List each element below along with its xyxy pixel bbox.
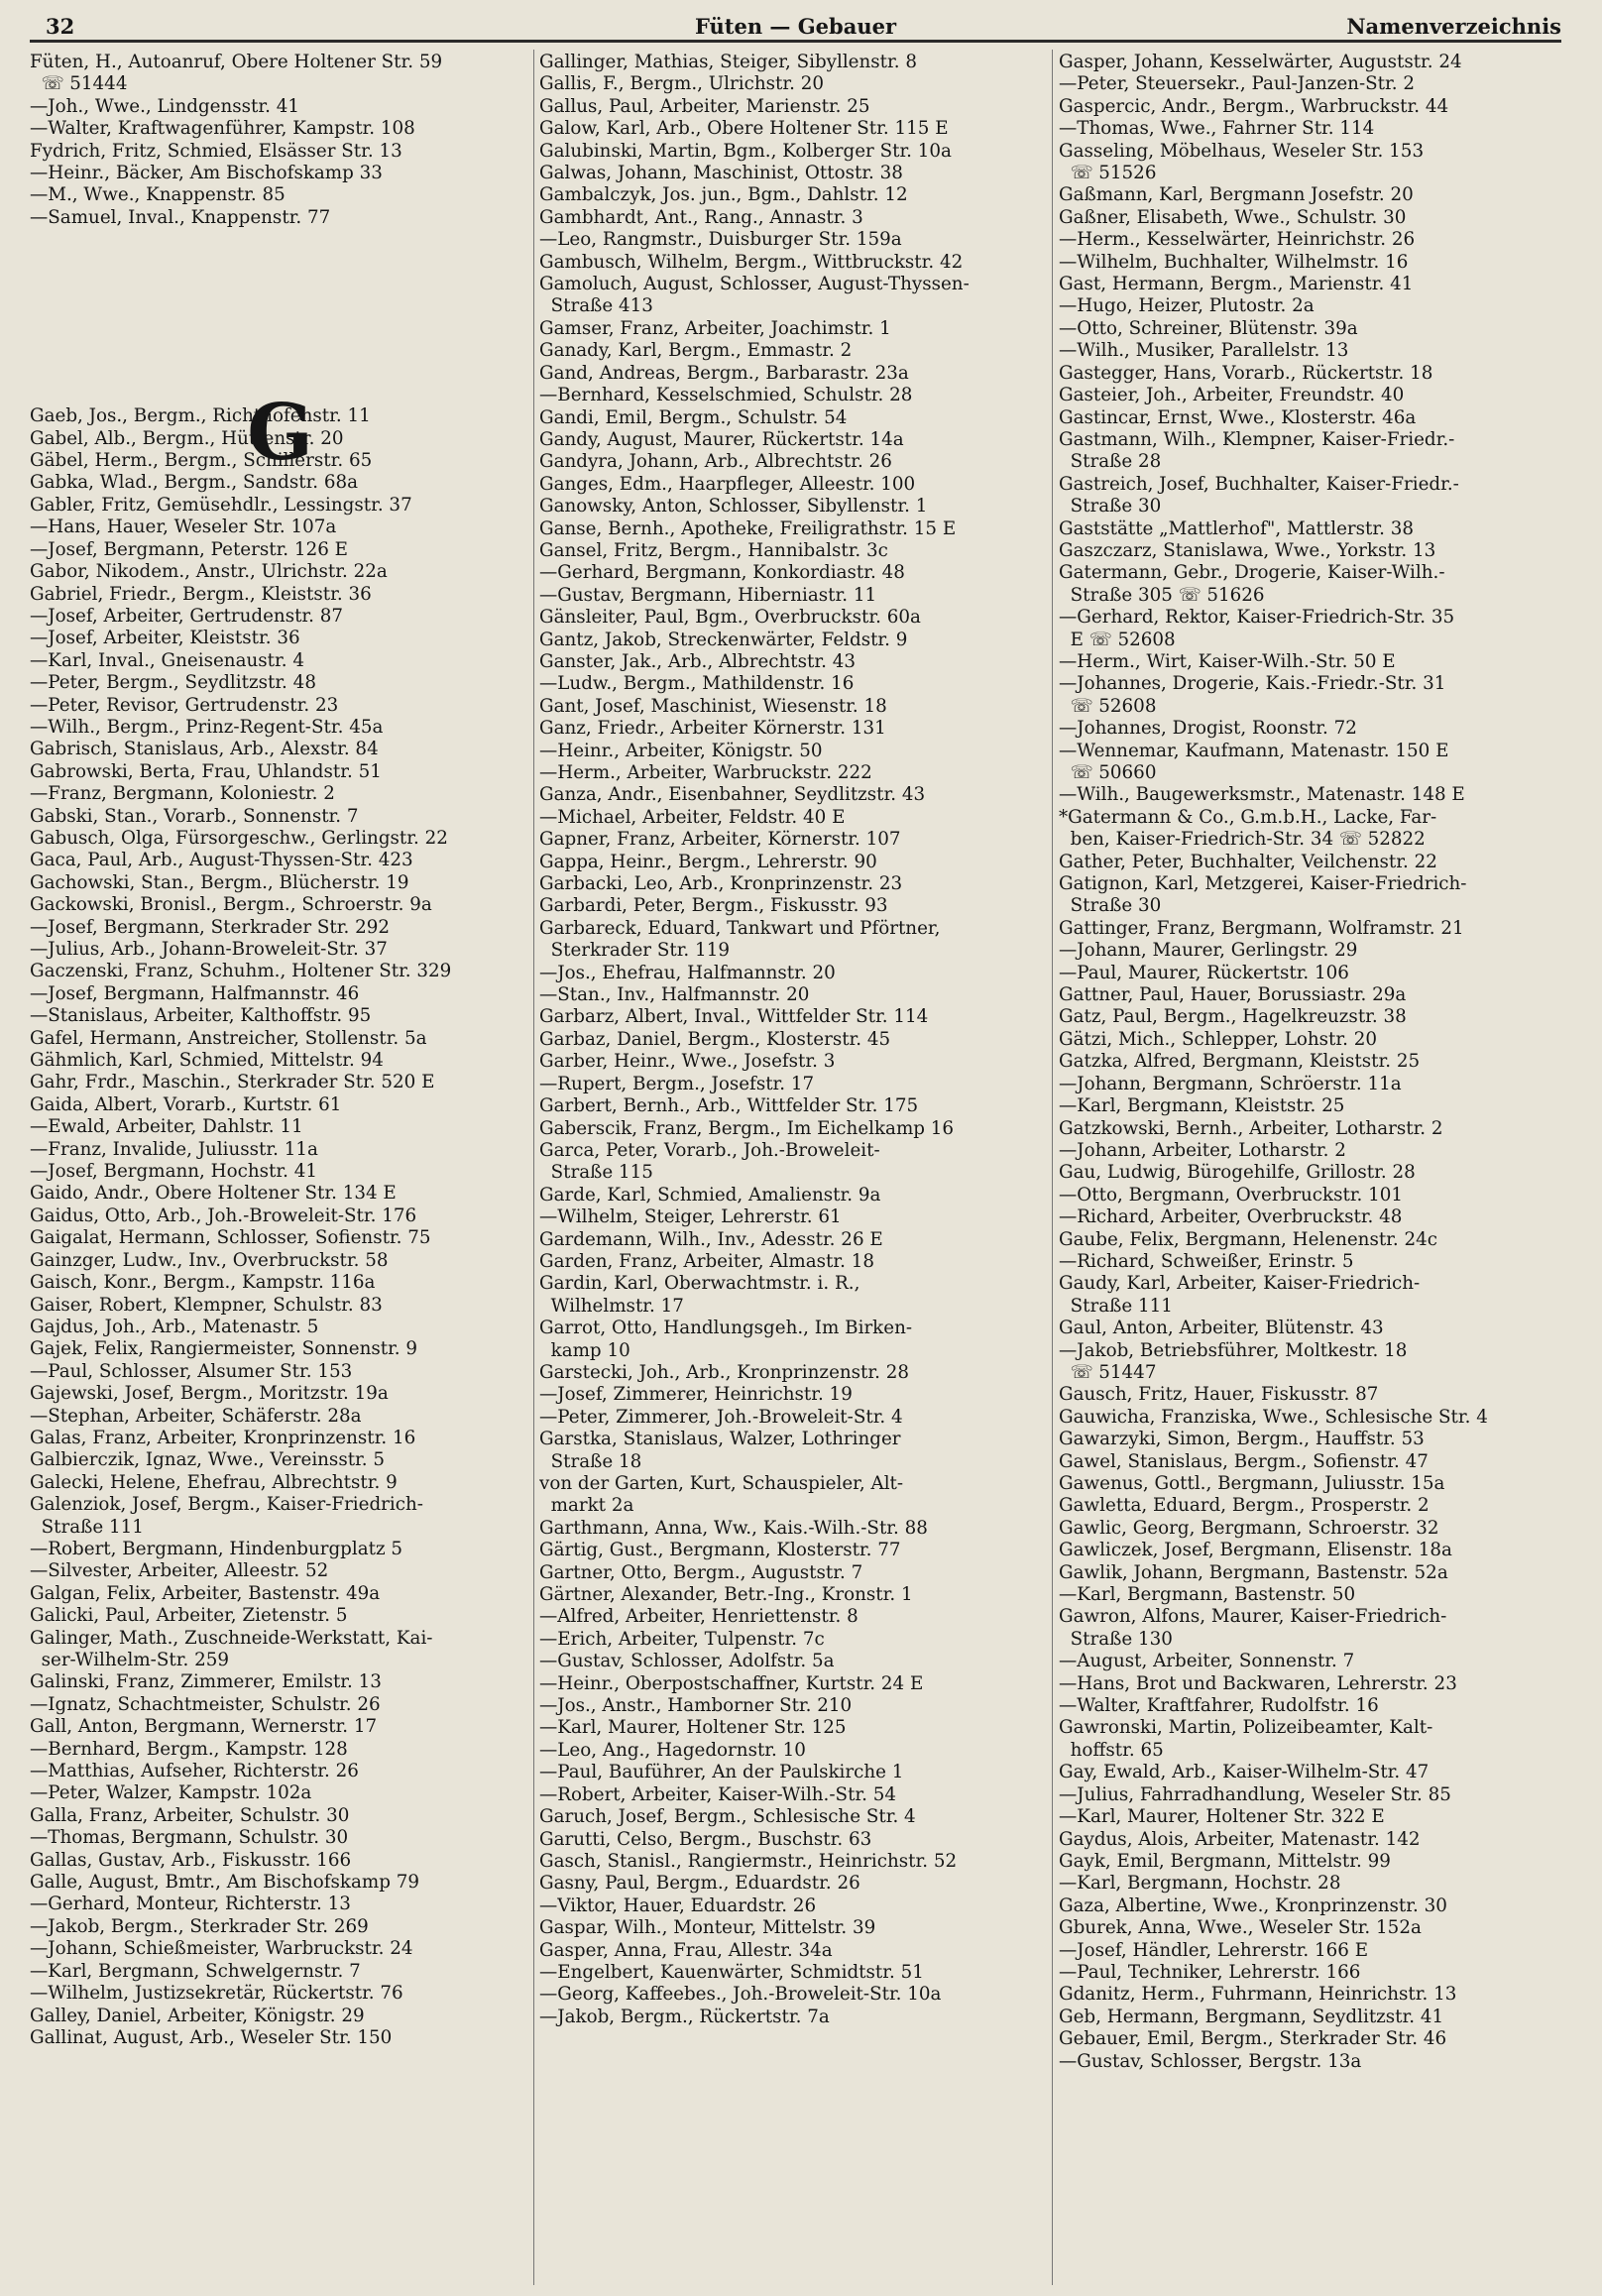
directory-entry: —Heinr., Arbeiter, Königstr. 50: [539, 740, 823, 761]
directory-entry: Gallis, F., Bergm., Ulrichstr. 20: [539, 73, 824, 95]
directory-entry: Gasny, Paul, Bergm., Eduardstr. 26: [539, 1873, 860, 1894]
directory-entry: Gburek, Anna, Wwe., Weseler Str. 152a: [1059, 1917, 1422, 1939]
directory-entry: Gappa, Heinr., Bergm., Lehrerstr. 90: [539, 851, 877, 872]
directory-entry: Gabel, Alb., Bergm., Hüttenstr. 20: [30, 427, 344, 449]
directory-entry: Gardemann, Wilh., Inv., Adesstr. 26 E: [539, 1228, 883, 1250]
directory-entry: ☏ 51444: [30, 73, 128, 95]
directory-entry: —Josef, Arbeiter, Kleiststr. 36: [30, 628, 300, 649]
directory-entry: —Hans, Hauer, Weseler Str. 107a: [30, 517, 337, 538]
column-3: [1059, 52, 1559, 2282]
directory-entry: —Wennemar, Kaufmann, Matenastr. 150 E: [1059, 740, 1449, 761]
directory-entry: Garstka, Stanislaus, Walzer, Lothringer: [539, 1429, 901, 1450]
directory-entry: —Wilhelm, Steiger, Lehrerstr. 61: [539, 1206, 842, 1228]
directory-entry: Gastmann, Wilh., Klempner, Kaiser-Friedr.-: [1059, 428, 1455, 450]
directory-entry: —Heinr., Oberpostschaffner, Kurtstr. 24 E: [539, 1672, 924, 1694]
directory-entry: hoffstr. 65: [1059, 1739, 1164, 1761]
directory-entry: —Josef, Arbeiter, Gertrudenstr. 87: [30, 605, 344, 627]
directory-entry: Ganster, Jak., Arb., Albrechtstr. 43: [539, 650, 857, 672]
directory-entry: —Gerhard, Monteur, Richterstr. 13: [30, 1894, 351, 1915]
directory-entry: —Hans, Brot und Backwaren, Lehrerstr. 23: [1059, 1672, 1457, 1694]
directory-entry: —Franz, Invalide, Juliusstr. 11a: [30, 1138, 318, 1160]
directory-entry: Gast, Hermann, Bergm., Marienstr. 41: [1059, 274, 1414, 295]
directory-entry: Gabrisch, Stanislaus, Arb., Alexstr. 84: [30, 739, 379, 760]
directory-entry: —Josef, Bergmann, Sterkrader Str. 292: [30, 916, 390, 938]
directory-entry: —Karl, Inval., Gneisenaustr. 4: [30, 649, 304, 671]
directory-entry: —Karl, Bergmann, Bastenstr. 50: [1059, 1584, 1356, 1606]
directory-entry: Gdanitz, Herm., Fuhrmann, Heinrichstr. 13: [1059, 1984, 1457, 2006]
directory-entry: —Wilh., Musiker, Parallelstr. 13: [1059, 340, 1349, 362]
directory-entry: Gawlic, Georg, Bergmann, Schroerstr. 32: [1059, 1517, 1439, 1539]
directory-entry: Gajdus, Joh., Arb., Matenastr. 5: [30, 1316, 319, 1337]
directory-entry: Gatzkowski, Bernh., Arbeiter, Lotharstr. 2: [1059, 1117, 1443, 1139]
directory-entry: —Herm., Wirt, Kaiser-Wilh.-Str. 50 E: [1059, 650, 1396, 672]
directory-entry: Gant, Josef, Maschinist, Wiesenstr. 18: [539, 695, 887, 717]
directory-entry: Gay, Ewald, Arb., Kaiser-Wilhelm-Str. 47: [1059, 1762, 1430, 1783]
directory-entry: Garthmann, Anna, Ww., Kais.-Wilh.-Str. 88: [539, 1517, 928, 1539]
directory-entry: Gamoluch, August, Schlosser, August-Thyssen-: [539, 274, 970, 295]
directory-entry: —Julius, Arb., Johann-Broweleit-Str. 37: [30, 939, 388, 960]
column-2: [539, 52, 1040, 2282]
directory-entry: Gaeb, Jos., Bergm., Richthofenstr. 11: [30, 405, 371, 427]
directory-entry: Straße 130: [1059, 1628, 1173, 1650]
directory-entry: —Jos., Anstr., Hamborner Str. 210: [539, 1695, 853, 1717]
directory-entry: —Josef, Bergmann, Hochstr. 41: [30, 1161, 317, 1183]
directory-entry: Gansel, Fritz, Bergm., Hannibalstr. 3c: [539, 539, 888, 561]
directory-entry: Galenziok, Josef, Bergm., Kaiser-Friedrich-: [30, 1494, 423, 1516]
directory-entry: Garden, Franz, Arbeiter, Almastr. 18: [539, 1250, 874, 1272]
directory-entry: Gattinger, Franz, Bergmann, Wolframstr. 21: [1059, 917, 1464, 939]
directory-entry: Garbarz, Albert, Inval., Wittfelder Str. 114: [539, 1006, 929, 1028]
directory-entry: Galubinski, Martin, Bgm., Kolberger Str. 10a: [539, 140, 952, 162]
directory-entry: Ganz, Friedr., Arbeiter Körnerstr. 131: [539, 718, 886, 740]
directory-entry: Gawarzyki, Simon, Bergm., Hauffstr. 53: [1059, 1429, 1425, 1450]
directory-entry: Garuch, Josef, Bergm., Schlesische Str. 4: [539, 1806, 916, 1828]
directory-entry: Gallus, Paul, Arbeiter, Marienstr. 25: [539, 95, 870, 117]
directory-entry: —Karl, Bergmann, Schwelgernstr. 7: [30, 1960, 361, 1982]
directory-entry: Gand, Andreas, Bergm., Barbarastr. 23a: [539, 362, 909, 384]
directory-entry: Garbert, Bernh., Arb., Wittfelder Str. 175: [539, 1095, 919, 1117]
directory-entry: —Bernhard, Bergm., Kampstr. 128: [30, 1738, 348, 1760]
directory-entry: Gambusch, Wilhelm, Bergm., Wittbruckstr. 42: [539, 251, 964, 273]
directory-entry: Galwas, Johann, Maschinist, Ottostr. 38: [539, 163, 903, 184]
directory-entry: Gastegger, Hans, Vorarb., Rückertstr. 18: [1059, 362, 1433, 384]
directory-entry: Gasper, Johann, Kesselwärter, Auguststr. 24: [1059, 52, 1462, 72]
directory-entry: Gätzi, Mich., Schlepper, Lohstr. 20: [1059, 1028, 1378, 1050]
directory-entry: Garstecki, Joh., Arb., Kronprinzenstr. 28: [539, 1361, 909, 1383]
directory-entry: Gallas, Gustav, Arb., Fiskusstr. 166: [30, 1849, 352, 1871]
directory-entry: —Richard, Schweißer, Erinstr. 5: [1059, 1250, 1354, 1272]
directory-entry: Gather, Peter, Buchhalter, Veilchenstr. 22: [1059, 851, 1437, 872]
directory-entry: —Josef, Bergmann, Peterstr. 126 E: [30, 538, 348, 560]
directory-entry: —Johann, Arbeiter, Lotharstr. 2: [1059, 1139, 1346, 1161]
directory-entry: —Rupert, Bergm., Josefstr. 17: [539, 1073, 815, 1094]
directory-entry: —Joh., Wwe., Lindgensstr. 41: [30, 95, 299, 117]
directory-entry: —Engelbert, Kauenwärter, Schmidtstr. 51: [539, 1961, 924, 1983]
directory-entry: Galgan, Felix, Arbeiter, Bastenstr. 49a: [30, 1582, 381, 1604]
directory-entry: Gatignon, Karl, Metzgerei, Kaiser-Friedrich-: [1059, 873, 1467, 895]
directory-entry: Gastincar, Ernst, Wwe., Klosterstr. 46a: [1059, 406, 1417, 428]
directory-entry: Galle, August, Bmtr., Am Bischofskamp 79: [30, 1872, 419, 1894]
page-number: 32: [46, 14, 75, 39]
directory-entry: —Walter, Kraftfahrer, Rudolfstr. 16: [1059, 1695, 1379, 1717]
directory-entry: Galecki, Helene, Ehefrau, Albrechtstr. 9: [30, 1471, 398, 1493]
directory-entry: Garber, Heinr., Wwe., Josefstr. 3: [539, 1051, 836, 1073]
directory-entry: Gambalczyk, Jos. jun., Bgm., Dahlstr. 12: [539, 184, 908, 206]
directory-entry: —Wilhelm, Justizsekretär, Rückertstr. 76: [30, 1983, 403, 2005]
directory-entry: Gärtig, Gust., Bergmann, Klosterstr. 77: [539, 1540, 901, 1561]
directory-entry: ben, Kaiser-Friedrich-Str. 34 ☏ 52822: [1059, 829, 1426, 851]
directory-entry: —Matthias, Aufseher, Richterstr. 26: [30, 1761, 359, 1782]
directory-entry: Gackowski, Bronisl., Bergm., Schroerstr. 9a: [30, 894, 432, 916]
directory-entry: Garrot, Otto, Handlungsgeh., Im Birken-: [539, 1318, 913, 1339]
directory-entry: —Silvester, Arbeiter, Alleestr. 52: [30, 1560, 329, 1582]
directory-entry: —Otto, Schreiner, Blütenstr. 39a: [1059, 317, 1358, 339]
directory-entry: Gatermann, Gebr., Drogerie, Kaiser-Wilh.-: [1059, 562, 1445, 584]
directory-entry: Gajek, Felix, Rangiermeister, Sonnenstr. 9: [30, 1338, 418, 1360]
directory-entry: Gaisch, Konr., Bergm., Kampstr. 116a: [30, 1272, 376, 1294]
directory-entry: —Michael, Arbeiter, Feldstr. 40 E: [539, 806, 846, 828]
directory-entry: Gastreich, Josef, Buchhalter, Kaiser-Friedr.-: [1059, 473, 1459, 495]
directory-entry: Gawletta, Eduard, Bergm., Prosperstr. 2: [1059, 1495, 1430, 1517]
directory-entry: Garca, Peter, Vorarb., Joh.-Broweleit-: [539, 1139, 880, 1161]
directory-entry: Gaidus, Otto, Arb., Joh.-Broweleit-Str. 176: [30, 1205, 417, 1226]
directory-entry: Gauwicha, Franziska, Wwe., Schlesische Str. 4: [1059, 1406, 1488, 1428]
directory-entry: —Jos., Ehefrau, Halfmannstr. 20: [539, 962, 836, 983]
directory-entry: —Wilh., Bergm., Prinz-Regent-Str. 45a: [30, 716, 384, 738]
directory-entry: —Karl, Bergmann, Hochstr. 28: [1059, 1873, 1341, 1894]
directory-entry: Gabor, Nikodem., Anstr., Ulrichstr. 22a: [30, 561, 388, 583]
directory-entry: Gasseling, Möbelhaus, Weseler Str. 153: [1059, 140, 1425, 162]
directory-entry: —Leo, Rangmstr., Duisburger Str. 159a: [539, 229, 902, 251]
directory-entry: Gaszczarz, Stanislawa, Wwe., Yorkstr. 13: [1059, 539, 1436, 561]
directory-entry: —Erich, Arbeiter, Tulpenstr. 7c: [539, 1628, 825, 1650]
directory-entry: Gantz, Jakob, Streckenwärter, Feldstr. 9: [539, 629, 908, 650]
directory-entry: —Josef, Bergmann, Halfmannstr. 46: [30, 982, 360, 1004]
directory-entry: Gaßmann, Karl, Bergmann Josefstr. 20: [1059, 184, 1414, 206]
directory-entry: Fydrich, Fritz, Schmied, Elsässer Str. 13: [30, 140, 402, 162]
directory-entry: Straße 111: [1059, 1295, 1173, 1317]
directory-entry: Gachowski, Stan., Bergm., Blücherstr. 19: [30, 871, 409, 893]
directory-entry: Galinski, Franz, Zimmerer, Emilstr. 13: [30, 1671, 382, 1693]
directory-entry: Straße 28: [1059, 451, 1162, 473]
directory-entry: Gabriel, Friedr., Bergm., Kleiststr. 36: [30, 583, 372, 605]
directory-entry: —Walter, Kraftwagenführer, Kampstr. 108: [30, 118, 415, 140]
directory-entry: Gasch, Stanisl., Rangiermstr., Heinrichstr. 52: [539, 1850, 958, 1872]
directory-entry: Gawliczek, Josef, Bergmann, Elisenstr. 18a: [1059, 1540, 1452, 1561]
directory-entry: Gausch, Fritz, Hauer, Fiskusstr. 87: [1059, 1384, 1379, 1406]
directory-entry: Gaczenski, Franz, Schuhm., Holtener Str. 329: [30, 961, 452, 982]
directory-entry: —Robert, Arbeiter, Kaiser-Wilh.-Str. 54: [539, 1783, 897, 1805]
directory-entry: —Herm., Kesselwärter, Heinrichstr. 26: [1059, 229, 1416, 251]
directory-entry: —Paul, Maurer, Rückertstr. 106: [1059, 962, 1349, 983]
directory-entry: Gaspercic, Andr., Bergm., Warbruckstr. 44: [1059, 95, 1449, 117]
directory-entry: Gaido, Andr., Obere Holtener Str. 134 E: [30, 1183, 397, 1205]
directory-entry: Gasteier, Joh., Arbeiter, Freundstr. 40: [1059, 385, 1405, 406]
directory-entry: Gapner, Franz, Arbeiter, Körnerstr. 107: [539, 829, 901, 851]
directory-entry: Gajewski, Josef, Bergm., Moritzstr. 19a: [30, 1383, 389, 1405]
directory-entry: —Paul, Bauführer, An der Paulskirche 1: [539, 1762, 904, 1783]
directory-entry: Sterkrader Str. 119: [539, 940, 730, 962]
directory-entry: Gamser, Franz, Arbeiter, Joachimstr. 1: [539, 317, 891, 339]
directory-entry: Gandyra, Johann, Arb., Albrechtstr. 26: [539, 451, 892, 473]
directory-entry: —Julius, Fahrradhandlung, Weseler Str. 85: [1059, 1783, 1451, 1805]
directory-entry: —Samuel, Inval., Knappenstr. 77: [30, 206, 331, 228]
directory-entry: —Stanislaus, Arbeiter, Kalthoffstr. 95: [30, 1005, 372, 1027]
directory-entry: —Gerhard, Rektor, Kaiser-Friedrich-Str. 35: [1059, 607, 1455, 629]
directory-entry: —M., Wwe., Knappenstr. 85: [30, 184, 286, 206]
directory-entry: Gabski, Stan., Vorarb., Sonnenstr. 7: [30, 805, 359, 827]
directory-entry: Garde, Karl, Schmied, Amalienstr. 9a: [539, 1184, 881, 1205]
directory-entry: Gaube, Felix, Bergmann, Helenenstr. 24c: [1059, 1228, 1438, 1250]
directory-entry: —Thomas, Wwe., Fahrner Str. 114: [1059, 118, 1375, 140]
directory-entry: —Josef, Händler, Lehrerstr. 166 E: [1059, 1939, 1369, 1961]
directory-entry: ☏ 51447: [1059, 1361, 1157, 1383]
directory-entry: —Karl, Maurer, Holtener Str. 125: [539, 1717, 847, 1739]
directory-entry: Gainzger, Ludw., Inv., Overbruckstr. 58: [30, 1249, 389, 1271]
directory-entry: kamp 10: [539, 1339, 630, 1361]
directory-entry: Straße 111: [30, 1516, 144, 1538]
directory-entry: —Jakob, Bergm., Sterkrader Str. 269: [30, 1915, 369, 1937]
directory-entry: Gaberscik, Franz, Bergm., Im Eichelkamp 16: [539, 1117, 955, 1139]
directory-entry: E ☏ 52608: [1059, 629, 1176, 650]
directory-entry: von der Garten, Kurt, Schauspieler, Alt-: [539, 1473, 904, 1494]
directory-entry: Gall, Anton, Bergmann, Wernerstr. 17: [30, 1716, 378, 1738]
directory-entry: Ganady, Karl, Bergm., Emmastr. 2: [539, 340, 853, 362]
directory-entry: Galbierczik, Ignaz, Wwe., Vereinsstr. 5: [30, 1449, 386, 1471]
directory-entry: Gabler, Fritz, Gemüsehdlr., Lessingstr. 37: [30, 494, 412, 516]
column-divider: [1052, 50, 1053, 2285]
directory-entry: —Leo, Ang., Hagedornstr. 10: [539, 1739, 806, 1761]
directory-entry: —Gustav, Schlosser, Adolfstr. 5a: [539, 1651, 835, 1672]
directory-entry: —Johannes, Drogist, Roonstr. 72: [1059, 718, 1357, 740]
directory-entry: Galinger, Math., Zuschneide-Werkstatt, Kai-: [30, 1627, 433, 1649]
entries-g-section: [30, 405, 530, 2049]
entries-f-section: [30, 52, 530, 229]
directory-entry: Gabusch, Olga, Fürsorgeschw., Gerlingstr. 22: [30, 827, 448, 849]
directory-entry: —Jakob, Bergm., Rückertstr. 7a: [539, 2006, 830, 2027]
directory-entry: —Peter, Walzer, Kampstr. 102a: [30, 1782, 312, 1804]
directory-entry: Galicki, Paul, Arbeiter, Zietenstr. 5: [30, 1605, 348, 1627]
directory-entry: ☏ 50660: [1059, 762, 1157, 783]
directory-entry: Gaigalat, Hermann, Schlosser, Sofienstr. 75: [30, 1227, 431, 1249]
directory-entry: Gasper, Anna, Frau, Allestr. 34a: [539, 1939, 833, 1961]
directory-entry: Straße 305 ☏ 51626: [1059, 584, 1265, 606]
directory-entry: Galla, Franz, Arbeiter, Schulstr. 30: [30, 1804, 350, 1826]
directory-entry: Gaydus, Alois, Arbeiter, Matenastr. 142: [1059, 1828, 1421, 1850]
directory-entry: —Johann, Bergmann, Schröerstr. 11a: [1059, 1073, 1402, 1094]
directory-entry: Straße 30: [1059, 895, 1162, 917]
directory-entry: Gabrowski, Berta, Frau, Uhlandstr. 51: [30, 760, 382, 782]
directory-title: Namenverzeichnis: [1346, 14, 1561, 39]
directory-entry: Gawronski, Martin, Polizeibeamter, Kalt-: [1059, 1717, 1433, 1739]
directory-entry: —Alfred, Arbeiter, Henriettenstr. 8: [539, 1606, 858, 1628]
directory-entry: —Richard, Arbeiter, Overbruckstr. 48: [1059, 1206, 1403, 1228]
directory-entry: Gaudy, Karl, Arbeiter, Kaiser-Friedrich-: [1059, 1273, 1421, 1295]
directory-entry: Gawlik, Johann, Bergmann, Bastenstr. 52a: [1059, 1561, 1448, 1583]
directory-entry: —Georg, Kaffeebes., Joh.-Broweleit-Str. 10a: [539, 1984, 942, 2006]
directory-entry: Gänsleiter, Paul, Bgm., Overbruckstr. 60a: [539, 607, 921, 629]
section-letter: G: [247, 388, 313, 479]
directory-entry: —Gustav, Schlosser, Bergstr. 13a: [1059, 2050, 1362, 2072]
directory-entry: Gartner, Otto, Bergm., Auguststr. 7: [539, 1561, 863, 1583]
directory-entry: —Paul, Schlosser, Alsumer Str. 153: [30, 1360, 353, 1382]
directory-entry: —Hugo, Heizer, Plutostr. 2a: [1059, 295, 1315, 317]
directory-entry: —Wilh., Baugewerksmstr., Matenastr. 148 E: [1059, 784, 1465, 806]
directory-entry: —Johann, Schießmeister, Warbruckstr. 24: [30, 1938, 413, 1960]
directory-entry: Gatz, Paul, Bergm., Hagelkreuzstr. 38: [1059, 1006, 1407, 1028]
directory-entry: Gaca, Paul, Arb., August-Thyssen-Str. 423: [30, 850, 413, 871]
directory-entry: —Franz, Bergmann, Koloniestr. 2: [30, 783, 335, 805]
directory-entry: Garbaz, Daniel, Bergm., Klosterstr. 45: [539, 1028, 891, 1050]
directory-entry: Gambhardt, Ant., Rang., Annastr. 3: [539, 206, 863, 228]
directory-entry: —Stephan, Arbeiter, Schäferstr. 28a: [30, 1405, 362, 1427]
directory-entry: Gawenus, Gottl., Bergmann, Juliusstr. 15a: [1059, 1473, 1445, 1494]
directory-entry: —Gerhard, Bergmann, Konkordiastr. 48: [539, 562, 905, 584]
directory-entry: Gaul, Anton, Arbeiter, Blütenstr. 43: [1059, 1318, 1384, 1339]
directory-entry: Ganges, Edm., Haarpfleger, Alleestr. 100: [539, 473, 916, 495]
directory-entry: Gabka, Wlad., Bergm., Sandstr. 68a: [30, 472, 359, 494]
directory-entry: Ganse, Bernh., Apotheke, Freiligrathstr. 15 E: [539, 517, 957, 539]
directory-entry: Ganowsky, Anton, Schlosser, Sibyllenstr. 1: [539, 496, 928, 517]
directory-entry: Gaiser, Robert, Klempner, Schulstr. 83: [30, 1294, 383, 1316]
directory-entry: —Karl, Bergmann, Kleiststr. 25: [1059, 1095, 1345, 1117]
directory-entry: —Wilhelm, Buchhalter, Wilhelmstr. 16: [1059, 251, 1409, 273]
directory-entry: *Gatermann & Co., G.m.b.H., Lacke, Far-: [1059, 806, 1437, 828]
directory-entry: —Stan., Inv., Halfmannstr. 20: [539, 984, 810, 1006]
directory-entry: —Ewald, Arbeiter, Dahlstr. 11: [30, 1116, 303, 1138]
directory-entry: Gafel, Hermann, Anstreicher, Stollenstr. 5a: [30, 1027, 427, 1049]
directory-entry: Gallinger, Mathias, Steiger, Sibyllenstr. 8: [539, 52, 917, 72]
directory-entry: Gardin, Karl, Oberwachtmstr. i. R.,: [539, 1273, 860, 1295]
page-header: [30, 6, 1561, 43]
directory-entry: Garutti, Celso, Bergm., Buschstr. 63: [539, 1828, 872, 1850]
directory-entry: —Peter, Zimmerer, Joh.-Broweleit-Str. 4: [539, 1406, 903, 1428]
directory-entry: Gaza, Albertine, Wwe., Kronprinzenstr. 30: [1059, 1894, 1447, 1916]
directory-entry: —Herm., Arbeiter, Warbruckstr. 222: [539, 762, 872, 783]
directory-entry: —Jakob, Betriebsführer, Moltkestr. 18: [1059, 1339, 1408, 1361]
directory-entry: Gaida, Albert, Vorarb., Kurtstr. 61: [30, 1093, 342, 1115]
column-1: [30, 52, 530, 2282]
directory-entry: —Otto, Bergmann, Overbruckstr. 101: [1059, 1184, 1404, 1205]
directory-entry: Gatzka, Alfred, Bergmann, Kleiststr. 25: [1059, 1051, 1421, 1073]
directory-entry: —Johannes, Drogerie, Kais.-Friedr.-Str. 31: [1059, 673, 1446, 695]
directory-entry: Wilhelmstr. 17: [539, 1295, 684, 1317]
directory-entry: Gawel, Stanislaus, Bergm., Sofienstr. 47: [1059, 1450, 1429, 1472]
directory-entry: Geb, Hermann, Bergmann, Seydlitzstr. 41: [1059, 2006, 1444, 2027]
directory-entry: —Ignatz, Schachtmeister, Schulstr. 26: [30, 1693, 381, 1715]
directory-entry: Gayk, Emil, Bergmann, Mittelstr. 99: [1059, 1850, 1391, 1872]
directory-entry: Garbardi, Peter, Bergm., Fiskusstr. 93: [539, 895, 888, 917]
directory-entry: Ganza, Andr., Eisenbahner, Seydlitzstr. 43: [539, 784, 926, 806]
directory-entry: Galley, Daniel, Arbeiter, Königstr. 29: [30, 2005, 365, 2026]
directory-entry: —Peter, Steuersekr., Paul-Janzen-Str. 2: [1059, 73, 1415, 95]
directory-entry: Straße 413: [539, 295, 653, 317]
directory-entry: Gallinat, August, Arb., Weseler Str. 150: [30, 2026, 393, 2048]
directory-entry: Garbareck, Eduard, Tankwart und Pförtner,: [539, 917, 941, 939]
directory-entry: Gandi, Emil, Bergm., Schulstr. 54: [539, 406, 848, 428]
directory-entry: Gawron, Alfons, Maurer, Kaiser-Friedrich-: [1059, 1606, 1447, 1628]
directory-entry: Straße 18: [539, 1450, 642, 1472]
directory-entry: —Paul, Techniker, Lehrerstr. 166: [1059, 1961, 1361, 1983]
directory-entry: ☏ 52608: [1059, 695, 1157, 717]
directory-entry: —Bernhard, Kesselschmied, Schulstr. 28: [539, 385, 913, 406]
directory-entry: —Viktor, Hauer, Eduardstr. 26: [539, 1894, 817, 1916]
directory-entry: Gattner, Paul, Hauer, Borussiastr. 29a: [1059, 984, 1407, 1006]
directory-entry: Füten, H., Autoanruf, Obere Holtener Str. 59: [30, 52, 443, 72]
directory-entry: Straße 115: [539, 1162, 653, 1184]
directory-entry: —Josef, Zimmerer, Heinrichstr. 19: [539, 1384, 853, 1406]
directory-entry: Gau, Ludwig, Bürogehilfe, Grillostr. 28: [1059, 1162, 1416, 1184]
directory-entry: Gebauer, Emil, Bergm., Sterkrader Str. 46: [1059, 2028, 1447, 2050]
directory-entry: —Thomas, Bergmann, Schulstr. 30: [30, 1827, 349, 1849]
directory-entry: Gärtner, Alexander, Betr.-Ing., Kronstr. 1: [539, 1584, 913, 1606]
directory-entry: —August, Arbeiter, Sonnenstr. 7: [1059, 1651, 1355, 1672]
directory-entry: —Peter, Revisor, Gertrudenstr. 23: [30, 694, 339, 716]
directory-entry: Straße 30: [1059, 496, 1162, 517]
directory-entry: Galow, Karl, Arb., Obere Holtener Str. 115 E: [539, 118, 949, 140]
directory-entry: —Gustav, Bergmann, Hiberniastr. 11: [539, 584, 877, 606]
directory-entry: —Johann, Maurer, Gerlingstr. 29: [1059, 940, 1358, 962]
column-divider: [533, 50, 534, 2285]
directory-entry: Gaststätte „Mattlerhof", Mattlerstr. 38: [1059, 517, 1415, 539]
directory-entry: —Heinr., Bäcker, Am Bischofskamp 33: [30, 163, 383, 184]
directory-entry: Gaßner, Elisabeth, Wwe., Schulstr. 30: [1059, 206, 1407, 228]
directory-entry: —Peter, Bergm., Seydlitzstr. 48: [30, 672, 316, 694]
directory-entry: Gaspar, Wilh., Monteur, Mittelstr. 39: [539, 1917, 876, 1939]
directory-entry: Gahr, Frdr., Maschin., Sterkrader Str. 520 E: [30, 1072, 435, 1093]
directory-entry: —Ludw., Bergm., Mathildenstr. 16: [539, 673, 855, 695]
directory-entry: ser-Wilhelm-Str. 259: [30, 1650, 229, 1670]
directory-entry: ☏ 51526: [1059, 163, 1157, 184]
directory-entry: markt 2a: [539, 1495, 634, 1517]
directory-entry: Garbacki, Leo, Arb., Kronprinzenstr. 23: [539, 873, 903, 895]
directory-entry: Gähmlich, Karl, Schmied, Mittelstr. 94: [30, 1050, 384, 1072]
directory-entry: —Robert, Bergmann, Hindenburgplatz 5: [30, 1538, 403, 1559]
directory-entry: Gandy, August, Maurer, Rückertstr. 14a: [539, 428, 904, 450]
directory-entry: Galas, Franz, Arbeiter, Kronprinzenstr. 16: [30, 1427, 416, 1448]
directory-entry: —Karl, Maurer, Holtener Str. 322 E: [1059, 1806, 1385, 1828]
name-range: Füten — Gebauer: [694, 14, 897, 39]
directory-entry: Gäbel, Herm., Bergm., Schillerstr. 65: [30, 450, 373, 472]
